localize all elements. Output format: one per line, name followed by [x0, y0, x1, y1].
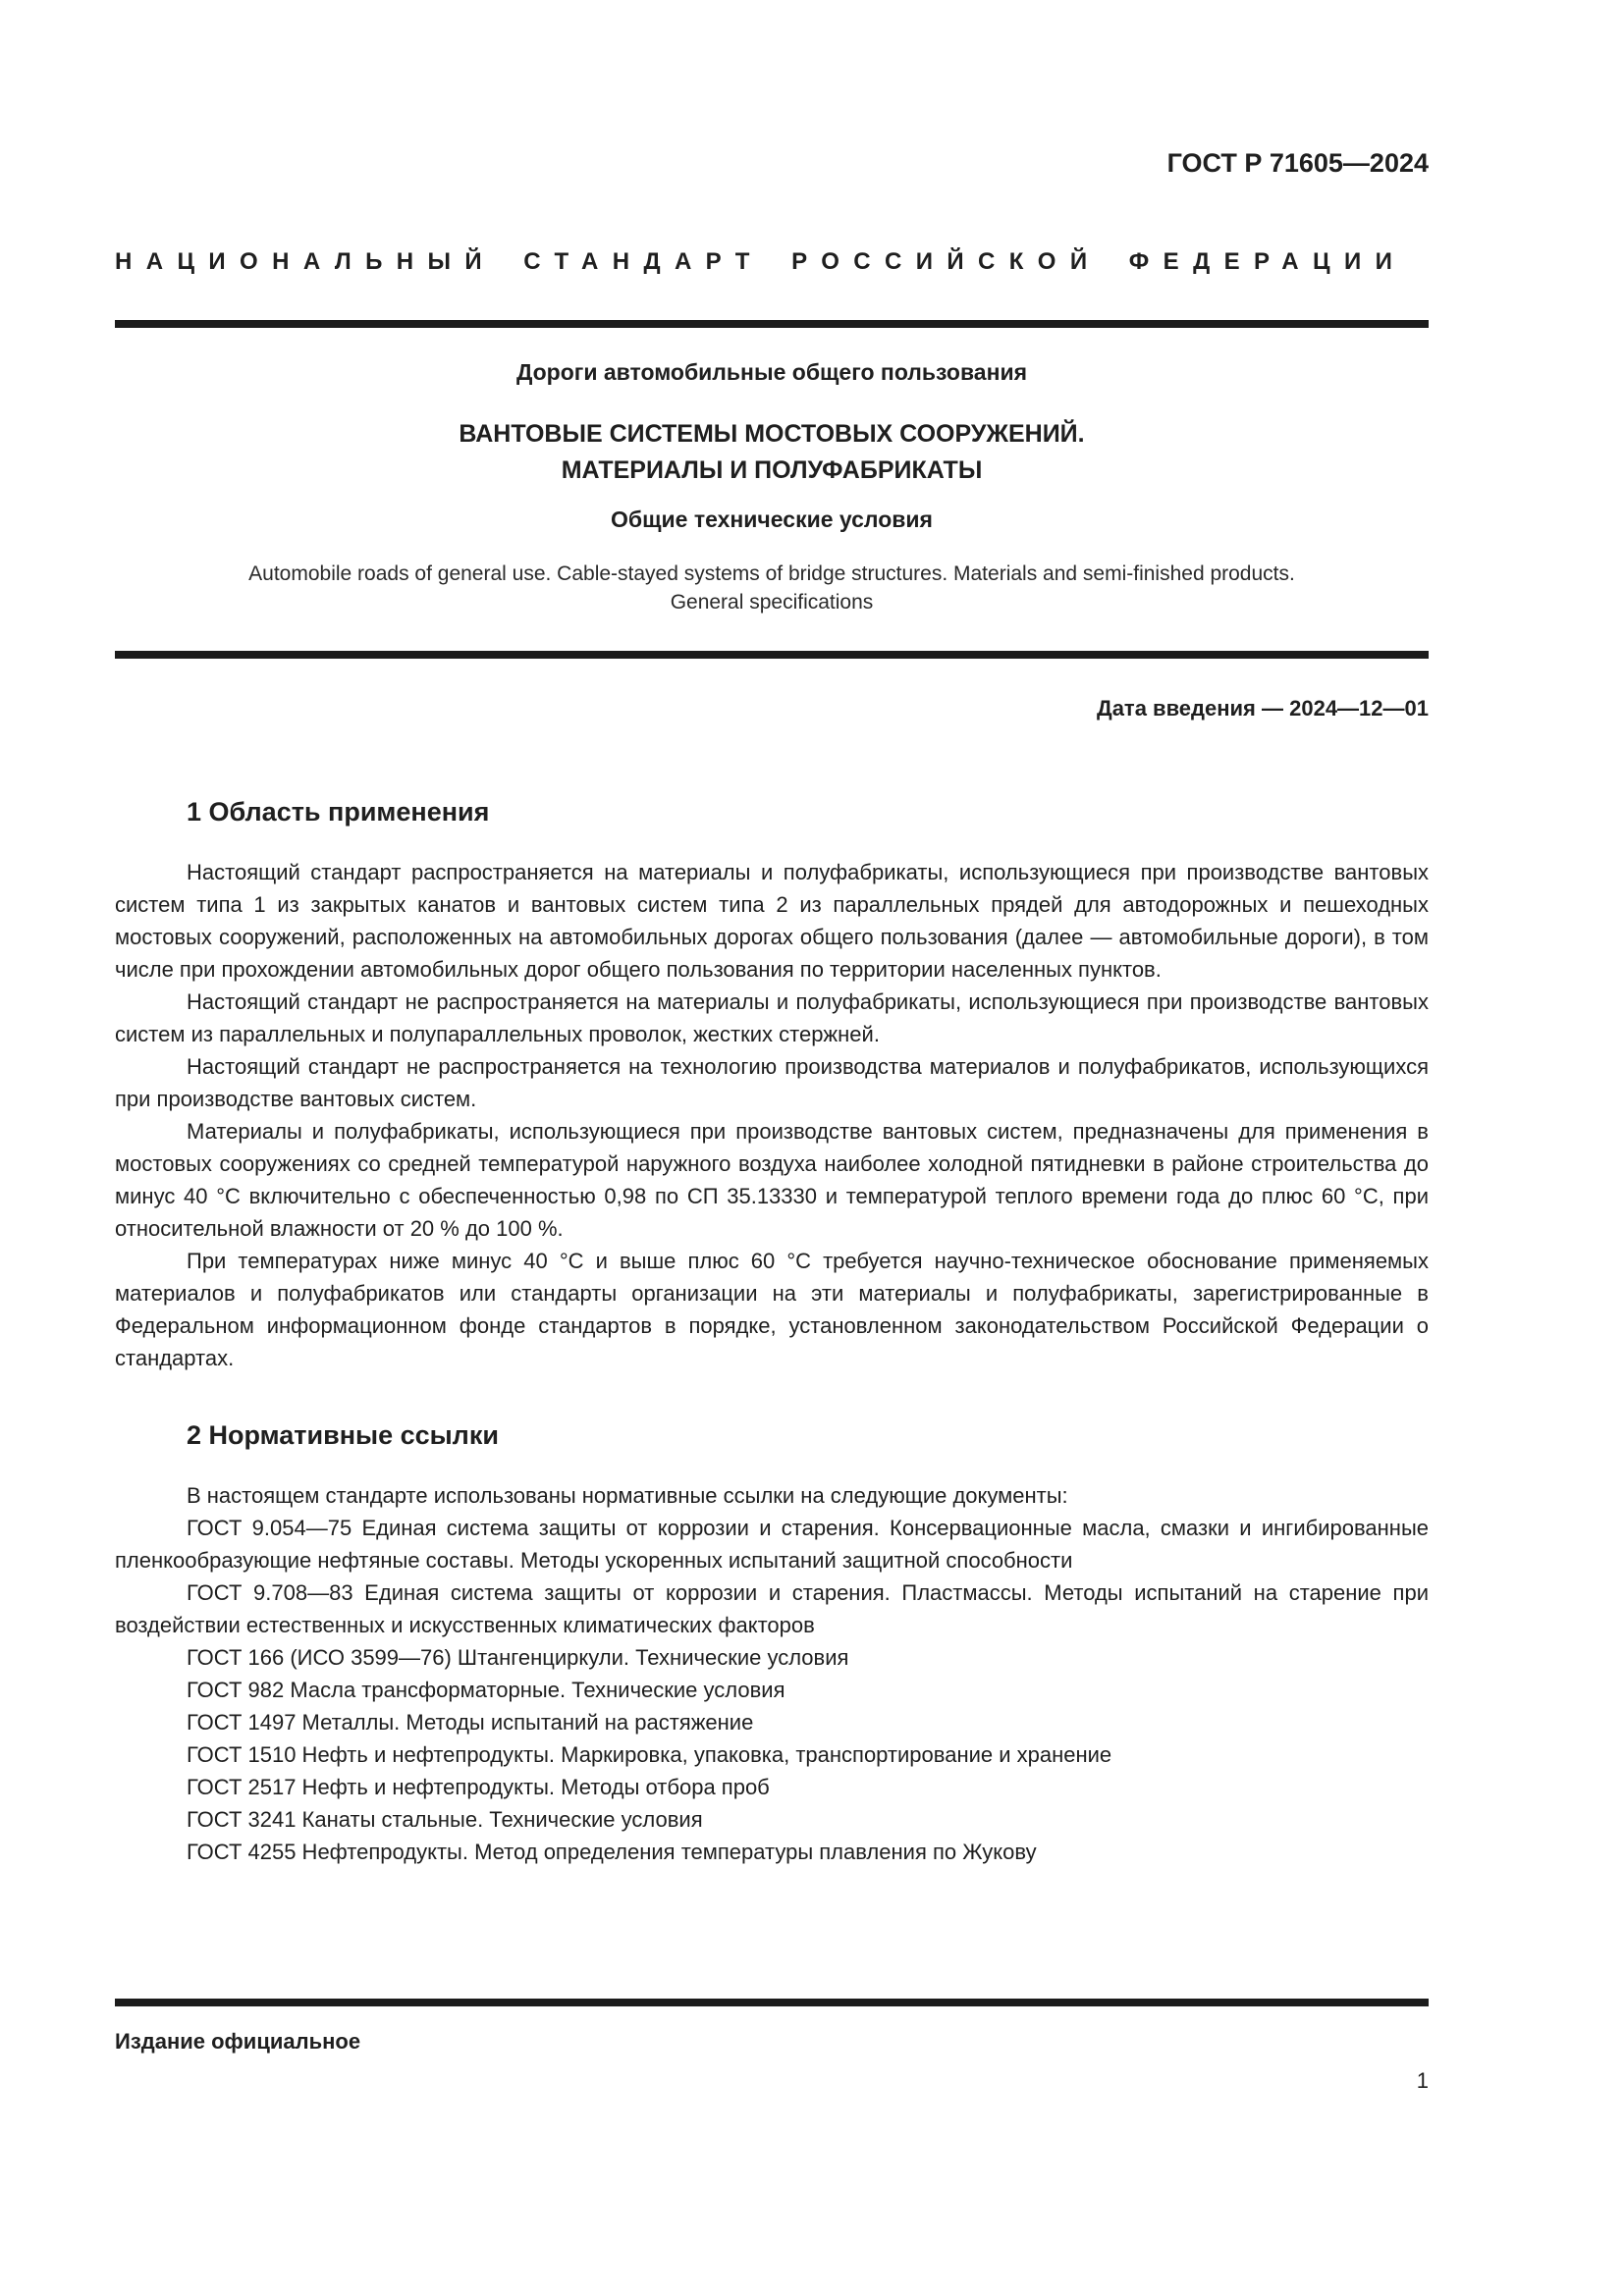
- title-main-line1: ВАНТОВЫЕ СИСТЕМЫ МОСТОВЫХ СООРУЖЕНИЙ.: [459, 420, 1085, 448]
- title-main: [115, 416, 1429, 489]
- section-1-body: [115, 856, 1429, 1374]
- title-subtitle: Общие технические условия: [611, 507, 933, 532]
- title-english-line1: Automobile roads of general use. Cable-stayed systems of bridge structures. Materials and semi-finished products.: [248, 562, 1295, 585]
- reference-item: ГОСТ 3241 Канаты стальные. Технические условия: [187, 1807, 703, 1832]
- paragraph: При температурах ниже минус 40 °С и выше плюс 60 °С требуется научно-техническое обоснование применяемых материалов и полуфабрикатов или стандарты организации на эти материалы и полуфабрикаты, зарегистрированные в Федеральном информационном фонде стандартов в порядке, установленном законодательством Российской Федерации о стандартах.: [115, 1249, 1429, 1370]
- divider: [115, 651, 1429, 659]
- effective-date: Дата введения — 2024—12—01: [1097, 696, 1429, 721]
- reference-item: ГОСТ 2517 Нефть и нефтепродукты. Методы отбора проб: [187, 1775, 770, 1799]
- divider: [115, 320, 1429, 328]
- paragraph: Настоящий стандарт не распространяется на материалы и полуфабрикаты, использующиеся при производстве вантовых систем из параллельных и полупараллельных проволок, жестких стержней.: [115, 989, 1429, 1046]
- reference-item: ГОСТ 982 Масла трансформаторные. Технические условия: [187, 1678, 785, 1702]
- page-number: 1: [1416, 2068, 1429, 2093]
- edition-note: Издание официальное: [115, 2029, 361, 2054]
- reference-item: ГОСТ 1510 Нефть и нефтепродукты. Маркировка, упаковка, транспортирование и хранение: [187, 1742, 1112, 1767]
- reference-item: ГОСТ 1497 Металлы. Методы испытаний на растяжение: [187, 1710, 754, 1735]
- paragraph: В настоящем стандарте использованы нормативные ссылки на следующие документы:: [187, 1483, 1068, 1508]
- title-main-line2: МАТЕРИАЛЫ И ПОЛУФАБРИКАТЫ: [561, 456, 983, 484]
- standard-type-header: НАЦИОНАЛЬНЫЙ СТАНДАРТ РОССИЙСКОЙ ФЕДЕРАЦИИ: [115, 248, 1407, 275]
- reference-item: ГОСТ 4255 Нефтепродукты. Метод определения температуры плавления по Жукову: [187, 1840, 1037, 1864]
- title-english-line2: General specifications: [670, 591, 874, 614]
- section-1-heading: 1 Область применения: [187, 797, 490, 827]
- paragraph: Настоящий стандарт распространяется на материалы и полуфабрикаты, использующиеся при производстве вантовых систем типа 1 из закрытых канатов и вантовых систем типа 2 из параллельных прядей для автодорожных и пешеходных мостовых сооружений, расположенных на автомобильных дорогах общего пользования (далее — автомобильные дороги), в том числе при прохождении автомобильных дорог общего пользования по территории населенных пунктов.: [115, 860, 1429, 982]
- section-2-heading: 2 Нормативные ссылки: [187, 1420, 499, 1450]
- paragraph: Настоящий стандарт не распространяется на технологию производства материалов и полуфабрикатов, использующихся при производстве вантовых систем.: [115, 1054, 1429, 1111]
- footer-divider: [115, 1999, 1429, 2006]
- section-2-body: [115, 1479, 1429, 1868]
- page-content: [115, 147, 1429, 1868]
- paragraph: Материалы и полуфабрикаты, использующиеся при производстве вантовых систем, предназначены для применения в мостовых сооружениях со средней температурой наружного воздуха наиболее холодной пятидневки в районе строительства до минус 40 °С включительно с обеспеченностью 0,98 по СП 35.13330 и температурой теплого времени года до плюс 60 °С, при относительной влажности от 20 % до 100 %.: [115, 1119, 1429, 1241]
- title-subject: Дороги автомобильные общего пользования: [515, 359, 1028, 385]
- reference-item: ГОСТ 9.708—83 Единая система защиты от коррозии и старения. Пластмассы. Методы испытаний на старение при воздействии естественных и искусственных климатических факторов: [115, 1580, 1429, 1637]
- doc-code: ГОСТ Р 71605—2024: [1166, 148, 1429, 178]
- reference-item: ГОСТ 166 (ИСО 3599—76) Штангенциркули. Технические условия: [187, 1645, 849, 1670]
- title-english: [115, 560, 1429, 616]
- reference-item: ГОСТ 9.054—75 Единая система защиты от коррозии и старения. Консервационные масла, смазки и ингибированные пленкообразующие нефтяные составы. Методы ускоренных испытаний защитной способности: [115, 1516, 1429, 1573]
